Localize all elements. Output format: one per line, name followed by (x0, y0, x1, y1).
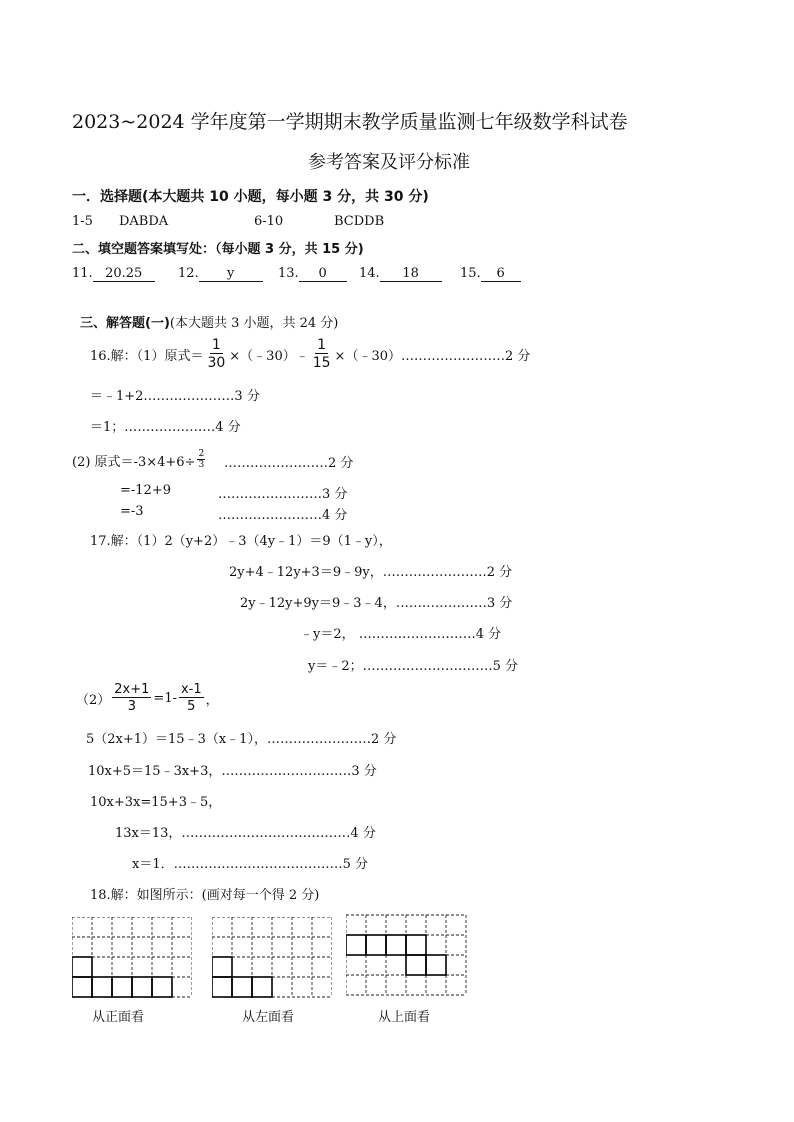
fraction-denominator: 3 (127, 699, 136, 714)
page-subtitle: 参考答案及评分标准 (308, 152, 470, 173)
fraction-denominator: 15 (312, 355, 331, 371)
q16-line2: ＝﹣1+2…………………3 分 (90, 389, 260, 404)
fill-item-12 (178, 266, 263, 282)
section3-heading-rest: (本大题共 3 小题，共 24 分) (169, 316, 339, 331)
q17-p2-line3: 10x+5＝15﹣3x+3，…………………………3 分 (88, 764, 377, 779)
q17-p2-suffix: ， (205, 692, 219, 708)
fill-item-number: 13. (278, 266, 299, 281)
section3-heading (80, 312, 338, 331)
fraction-denominator: 3 (198, 460, 205, 470)
section2-heading: 二、填空题答案填写处：（每小题 3 分，共 15 分) (72, 242, 364, 257)
fraction-denominator: 30 (207, 355, 226, 371)
q17-p2-line4: 10x+3x=15+3﹣5， (90, 795, 222, 810)
fraction-1-30 (205, 338, 227, 370)
left-view-grid (212, 917, 332, 999)
mc-range-2: 6-10 (254, 214, 284, 229)
fill-item-number: 11. (72, 266, 93, 281)
q16-p2-score3: ……………………4 分 (218, 508, 348, 523)
fraction-2-3 (197, 450, 205, 470)
fraction-1-15 (311, 338, 333, 370)
front-view-caption: 从正面看 (92, 1010, 145, 1025)
fraction-numerator: 2x+1 (114, 682, 150, 697)
q16-part2-line1 (72, 450, 207, 470)
q16-l1-prefix: 16.解：（1）原式＝ (90, 348, 204, 364)
section3-heading-bold: 三、解答题(一) (80, 316, 170, 331)
q16-l1-mid1: ×（﹣30）﹣ (229, 348, 309, 364)
q16-l1-mid2: ×（﹣30） (334, 348, 401, 364)
left-view-caption: 从左面看 (242, 1010, 295, 1025)
front-view-grid (72, 917, 192, 999)
fill-item-answer: 18 (380, 266, 442, 282)
fill-item-answer: 20.25 (93, 266, 155, 282)
q17-p2-prefix: （2） (76, 692, 111, 708)
q17-line3: 2y﹣12y+9y＝9﹣3﹣4，…………………3 分 (240, 596, 513, 611)
q17-line1: 17.解：（1）2（y+2）﹣3（4y﹣1）＝9（1﹣y）， (90, 534, 392, 549)
fill-item-answer: 6 (481, 266, 521, 282)
q17-p2-line5: 13x＝13，…………………………………4 分 (115, 826, 376, 841)
exam-title: 2023~2024 学年度第一学期期末教学质量监测七年级数学科试卷 (72, 111, 628, 133)
q17-p2-line2: 5（2x+1）＝15﹣3（x﹣1），……………………2 分 (86, 732, 397, 747)
q16-p2-score1: ……………………2 分 (224, 456, 354, 471)
q18-line1: 18.解：如图所示：(画对每一个得 2 分) (90, 888, 320, 903)
q16-p2-score2: ……………………3 分 (218, 487, 348, 502)
fraction-2x1-3 (112, 683, 151, 713)
fill-item-answer: y (199, 266, 263, 282)
q17-line5: y＝﹣2；…………………………5 分 (308, 659, 519, 674)
fill-item-number: 14. (359, 266, 380, 281)
top-view-grid (346, 914, 468, 998)
fraction-numerator: 1 (211, 337, 221, 353)
top-view-caption: 从上面看 (378, 1010, 431, 1025)
fill-item-15 (460, 266, 521, 282)
fraction-x1-5 (179, 683, 204, 713)
q17-line4: ﹣y＝2， ………………………4 分 (300, 627, 502, 642)
q17-p2-mid: =1- (153, 690, 177, 706)
q17-p2-line6: x＝1．…………………………………5 分 (132, 857, 369, 872)
q16-p2-line2: =-12+9 (120, 483, 171, 498)
fill-item-number: 15. (460, 266, 481, 281)
fill-item-11 (72, 266, 155, 282)
q16-p2-prefix: (2) 原式＝-3×4+6÷ (72, 454, 196, 470)
q16-line1 (90, 338, 530, 370)
fill-item-13 (278, 266, 347, 282)
fraction-numerator: x-1 (180, 682, 202, 697)
q17-part2-equation (76, 683, 219, 713)
mc-range-1: 1-5 (72, 214, 93, 229)
q17-line2: 2y+4﹣12y+3＝9﹣9y，……………………2 分 (229, 565, 513, 580)
fraction-numerator: 1 (317, 337, 327, 353)
q16-p2-line3: =-3 (120, 504, 144, 519)
fraction-denominator: 5 (187, 699, 196, 714)
mc-answers-2: BCDDB (334, 214, 385, 229)
q16-line3: ＝1；…………………4 分 (90, 420, 241, 435)
fraction-numerator: 2 (198, 449, 205, 459)
mc-answers-1: DABDA (119, 214, 169, 229)
section1-heading: 一．选择题(本大题共 10 小题，每小题 3 分，共 30 分) (72, 189, 429, 205)
fill-item-answer: 0 (299, 266, 347, 282)
fill-item-number: 12. (178, 266, 199, 281)
fill-item-14 (359, 266, 442, 282)
q16-l1-score: ……………………2 分 (400, 348, 531, 364)
